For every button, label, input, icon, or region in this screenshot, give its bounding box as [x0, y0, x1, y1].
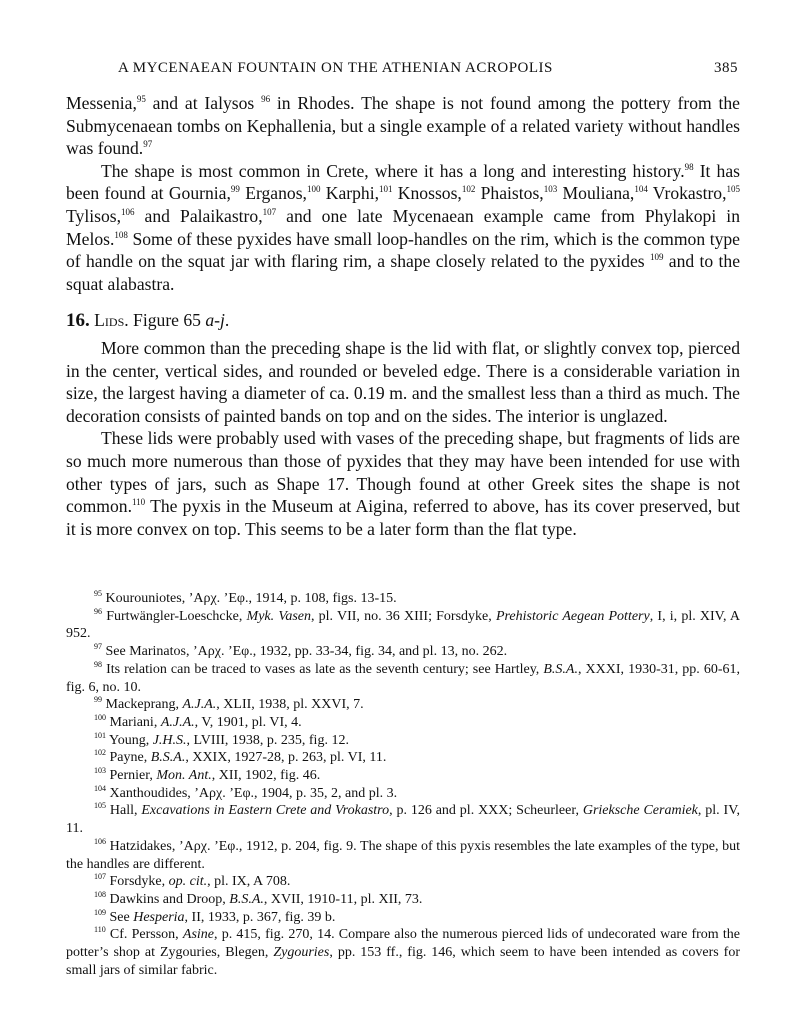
footnote-text: , I, i, pl. XIV, A 952.: [66, 608, 740, 642]
footnote-text: , II, 1933, p. 367, fig. 39 b.: [184, 909, 336, 925]
footnote-text: See Marinatos, ’Αρχ. ’Εφ., 1932, pp. 33-34, fig. 34, and pl. 13, no. 262.: [105, 644, 508, 660]
text-run: and one late Mycenaean example came from Phylakopi in Melos.: [66, 205, 740, 249]
footnote-109: [66, 909, 740, 927]
footnote-italic: Zygouries: [273, 945, 330, 961]
text-run: Some of these pyxides have small loop-handles on the rim, which is the common type of handle on the squat jar with flaring rim, a shape closely related to the pyxides: [66, 228, 740, 272]
text-run: and to the squat alabastra.: [66, 251, 740, 294]
footnote-text: , XLII, 1938, pl. XXVI, 7.: [216, 697, 364, 713]
text-run: The shape is most common in Crete, where it has a long and interesting history.: [101, 160, 685, 181]
footnote-text: Cf. Persson,: [109, 927, 183, 943]
footnote-number: 110: [94, 925, 106, 935]
text-run: These lids were probably used with vases of the preceding shape, but fragments of lids are so much more numerous than those of pyxides that they may have been intended for use with other types of jars, such as Shape 17. Though found at other Greek sites the shape is not common.: [66, 428, 740, 517]
text-run: and at Ialysos: [145, 93, 262, 113]
footnote-104: [66, 785, 740, 803]
footnote-ref: 96: [261, 94, 271, 104]
footnote-text: Pernier,: [109, 768, 157, 784]
footnote-105: [66, 802, 740, 837]
footnote-text: Its relation can be traced to vases as late as the seventh century; see Hartley,: [106, 661, 544, 677]
footnote-number: 102: [94, 748, 106, 758]
text-run: Erganos,: [239, 183, 307, 204]
footnote-text: Mariani,: [109, 714, 161, 730]
footnote-102: [66, 749, 740, 767]
footnote-number: 97: [94, 642, 102, 652]
footnote-number: 96: [94, 606, 102, 616]
footnote-italic: B.S.A.: [150, 750, 186, 766]
footnote-ref: 105: [726, 184, 741, 195]
footnote-text: , p. 415, fig. 270, 14. Compare also the numerous pierced lids of undecorated ware from the potter’s shop at Zygouries, Blegen,: [66, 927, 741, 961]
footnote-italic: Grieksche Ceramiek: [582, 803, 698, 819]
running-title: A MYCENAEAN FOUNTAIN ON THE ATHENIAN ACROPOLIS: [118, 60, 553, 76]
footnote-italic: B.S.A.: [229, 891, 264, 907]
footnote-italic: op. cit.: [168, 874, 208, 890]
page-number: 385: [714, 60, 738, 76]
footnote-text: , p. 126 and pl. XXX; Scheurleer,: [389, 803, 583, 819]
text-run: and Palaikastro,: [134, 205, 263, 226]
footnote-ref: 99: [230, 184, 240, 195]
footnote-106: [66, 838, 740, 873]
footnote-text: , pl. VII, no. 36 XIII; Forsdyke,: [310, 608, 496, 624]
footnote-text: , LVIII, 1938, p. 235, fig. 12.: [186, 732, 349, 748]
footnote-110: [66, 926, 740, 979]
section-name: Lids: [94, 310, 125, 331]
footnote-number: 104: [94, 783, 106, 793]
footnote-ref: 107: [262, 206, 277, 217]
footnote-text: , XII, 1902, fig. 46.: [211, 768, 321, 784]
footnote-ref: 110: [131, 497, 146, 508]
footnote-text: Forsdyke,: [109, 874, 169, 890]
footnote-number: 103: [94, 766, 106, 776]
figure-ref: a-j: [205, 310, 225, 331]
running-header: [66, 60, 740, 82]
footnote-ref: 97: [143, 139, 153, 150]
text-run: Phaistos,: [475, 183, 544, 204]
paragraph-4: [66, 427, 740, 540]
footnote-text: Mackeprang,: [105, 697, 183, 713]
footnote-number: 95: [94, 589, 102, 598]
footnote-text: Hatzidakes, ’Αρχ. ’Εφ., 1912, p. 204, fig. 9. The shape of this pyxis resembles the late examples of the type, but the handles are different.: [66, 838, 740, 872]
text-run: Knossos,: [392, 183, 462, 204]
footnote-italic: Excavations in Eastern Crete and Vrokastro: [141, 803, 390, 819]
footnote-italic: A.J.A.: [160, 714, 195, 730]
footnote-italic: Myk. Vasen: [246, 608, 311, 624]
footnote-italic: A.J.A.: [182, 697, 217, 713]
footnote-100: [66, 714, 740, 732]
footnote-96: [66, 608, 740, 643]
footnote-text: , XXXI, 1930-31, pp. 60-61, fig. 6, no. 10.: [66, 661, 740, 695]
footnote-text: , pp. 153 ff., fig. 146, which seem to have been intended as covers for small jars of similar fabric.: [66, 945, 740, 978]
footnote-98: [66, 661, 740, 696]
footnote-ref: 102: [461, 184, 476, 195]
text-run: It has been found at Gournia,: [66, 160, 740, 204]
paragraph-2: [66, 160, 740, 296]
main-text: [66, 92, 740, 540]
section-heading: [66, 309, 740, 333]
text-run: .: [224, 310, 230, 331]
footnote-ref: 106: [120, 206, 135, 217]
text-run: in Rhodes. The shape is not found among the pottery from the Submycenaean tombs on Kephallenia, but a single example of a related variety without handles was found.: [66, 93, 740, 159]
footnote-ref: 103: [543, 184, 558, 195]
text-run: . Figure 65: [124, 310, 206, 331]
footnote-107: [66, 873, 740, 891]
footnote-ref: 101: [379, 184, 393, 195]
footnote-ref: 104: [634, 184, 648, 195]
footnote-italic: Asine: [182, 927, 214, 943]
text-run: The pyxis in the Museum at Aigina, referred to above, has its cover preserved, but it is more convex on top. This seems to be a later form than the flat type.: [66, 496, 740, 539]
text-run: Messenia,: [66, 93, 137, 113]
footnote-number: 106: [94, 836, 106, 846]
footnote-text: Xanthoudides, ’Αρχ. ’Εφ., 1904, p. 35, 2, and pl. 3.: [109, 785, 398, 801]
footnote-ref: 98: [684, 161, 694, 172]
footnote-ref: 108: [114, 229, 128, 240]
footnote-text: Hall,: [109, 803, 142, 819]
footnote-number: 101: [94, 730, 106, 740]
footnote-text: Payne,: [109, 750, 151, 766]
text-run: Tylisos,: [66, 205, 121, 226]
footnote-text: , XXIX, 1927-28, p. 263, pl. VI, 11.: [185, 750, 387, 766]
footnote-text: See: [109, 909, 134, 925]
footnote-text: , V, 1901, pl. VI, 4.: [194, 714, 302, 730]
footnote-text: , XVII, 1910-11, pl. XII, 73.: [263, 891, 423, 907]
footnote-number: 107: [94, 872, 106, 882]
footnote-italic: Mon. Ant.: [156, 768, 212, 784]
footnote-ref: 100: [306, 184, 321, 195]
footnote-95: [66, 590, 740, 608]
footnote-ref: 95: [136, 94, 146, 104]
footnote-text: , pl. IX, A 708.: [207, 874, 291, 890]
footnote-101: [66, 732, 740, 750]
footnote-text: Kourouniotes, ’Αρχ. ’Εφ., 1914, p. 108, figs. 13-15.: [105, 591, 397, 606]
footnote-number: 99: [94, 695, 102, 705]
text-run: Mouliana,: [557, 183, 635, 204]
footnote-number: 98: [94, 659, 102, 669]
text-run: Karphi,: [320, 183, 379, 204]
footnote-italic: B.S.A.: [543, 661, 578, 677]
footnote-number: 105: [94, 801, 106, 811]
footnote-ref: 109: [649, 252, 664, 263]
footnote-number: 100: [94, 712, 106, 722]
text-run: Vrokastro,: [647, 183, 727, 204]
footnote-number: 108: [94, 889, 106, 899]
paragraph-3: More common than the preceding shape is the lid with flat, or slightly convex top, pierced in the center, vertical sides, and rounded or beveled edge. There is a considerable variation in size, the largest having a diameter of ca. 0.19 m. and the smallest less than a third as much. The decoration consists of painted bands on top and on the sides. The interior is unglazed.: [66, 337, 740, 426]
footnote-italic: Hesperia: [133, 909, 185, 925]
footnote-97: [66, 643, 740, 661]
footnote-text: , pl. IV, 11.: [66, 803, 740, 837]
paragraph-1: [66, 92, 740, 160]
footnote-text: Dawkins and Droop,: [109, 891, 230, 907]
footnote-italic: Prehistoric Aegean Pottery: [495, 608, 650, 624]
footnote-number: 109: [94, 907, 106, 917]
footnote-italic: J.H.S.: [152, 732, 187, 748]
footnote-text: Young,: [108, 732, 153, 748]
footnote-text: Furtwängler-Loeschcke,: [106, 608, 247, 624]
footnote-103: [66, 767, 740, 785]
footnotes: [66, 590, 740, 979]
footnote-99: [66, 696, 740, 714]
footnote-108: [66, 891, 740, 909]
section-number: 16.: [66, 310, 90, 332]
